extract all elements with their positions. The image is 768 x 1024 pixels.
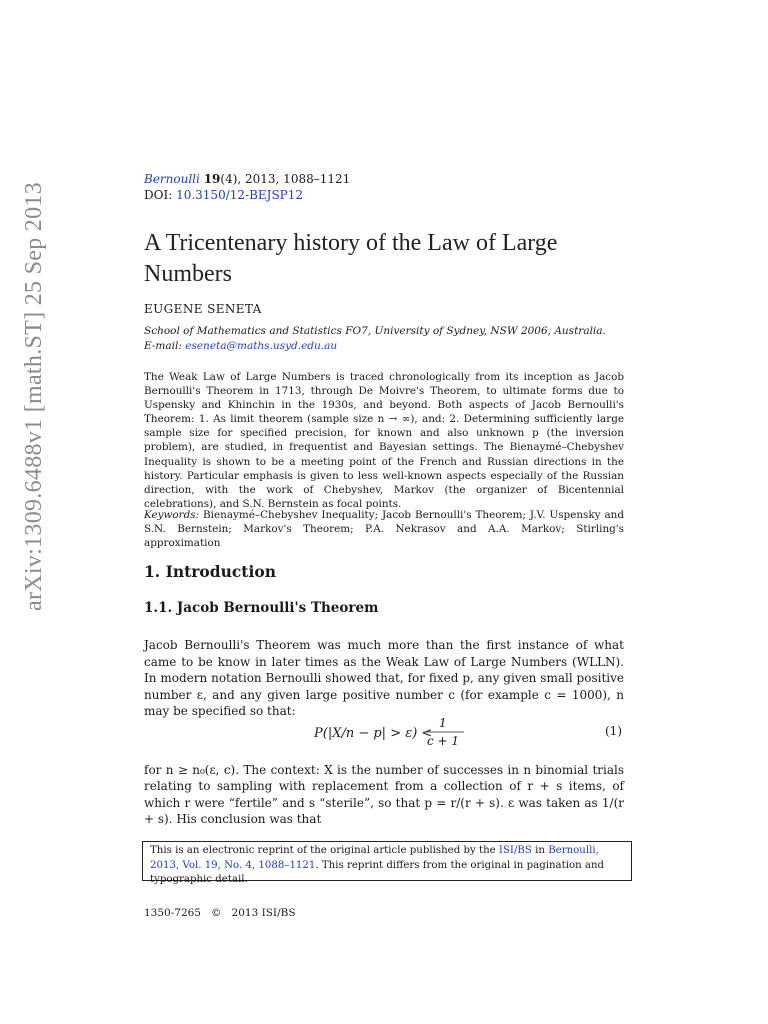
keywords-label: Keywords:: [144, 509, 200, 521]
paper-title: A Tricentenary history of the Law of Large Numbers: [144, 230, 558, 287]
doi-link[interactable]: 10.3150/12-BEJSP12: [176, 188, 304, 202]
email-link[interactable]: eseneta@maths.usyd.edu.au: [185, 340, 338, 352]
note-text-3: . This reprint differs from the original in pagination and typographic detail.: [150, 859, 605, 885]
body-paragraph-2: for n ≥ n₀(ε, c). The context: X is the number of successes in n binomial trials relating to sampling with replacement from a collection of r + s items, of which r were “fertile” and s “sterile”, so that p = r/(r + s). ε was taken as 1/(r + s). His conclusion was that: [144, 763, 624, 826]
affiliation-block: [144, 324, 624, 354]
equation-rhs-denominator: c + 1: [427, 734, 460, 748]
journal-ref-link[interactable]: Bernoulli, 2013, Vol. 19, No. 4, 1088–1121: [150, 845, 599, 871]
subsection-heading-bernoulli: 1.1. Jacob Bernoulli's Theorem: [144, 600, 379, 616]
arxiv-stamp[interactable]: arXiv:1309.6488v1 [math.ST] 25 Sep 2013: [21, 182, 47, 611]
copyright-text: 2013 ISI/BS: [231, 907, 296, 919]
section-heading-introduction: 1. Introduction: [144, 562, 276, 581]
email-label: E-mail:: [144, 340, 182, 352]
issn: 1350-7265: [144, 907, 201, 919]
publisher-link[interactable]: ISI/BS: [498, 845, 532, 856]
journal-header: [144, 171, 350, 203]
abstract: The Weak Law of Large Numbers is traced chronologically from its inception as Jacob Bernoulli's Theorem in 1713, through De Moivre's Theorem, to ultimate forms due to Uspensky and Khinchin in the 1930s, and beyond. Both aspects of Jacob Bernoulli's Theorem: 1. As limit theorem (sample size n → ∞), and: 2. Determining sufficiently large sample size for specified precision, for known and also unknown p (the inversion problem), are studied, in frequentist and Bayesian settings. The Bienaymé–Chebyshev Inequality is shown to be a meeting point of the French and Russian directions in the history. Particular emphasis is given to less well-known aspects especially of the Russian direction, with the work of Chebyshev, Markov (the organizer of Bicentennial celebrations), and S.N. Bernstein as focal points.: [144, 371, 624, 510]
body-paragraph-1: Jacob Bernoulli's Theorem was much more than the first instance of what came to be know in later times as the Weak Law of Large Numbers (WLLN). In modern notation Bernoulli showed that, for fixed p, any given small positive number ε, and any given large positive number c (for example c = 1000), n may be specified so that:: [144, 638, 624, 718]
doi-label: DOI:: [144, 188, 173, 202]
journal-issue-pages: (4), 2013, 1088–1121: [220, 172, 351, 186]
journal-name[interactable]: Bernoulli: [144, 172, 200, 186]
equation-number: (1): [605, 724, 622, 738]
note-text-2: in: [535, 845, 545, 856]
keywords-text: Bienaymé–Chebyshev Inequality; Jacob Bernoulli's Theorem; J.V. Uspensky and S.N. Bernstein; Markov's Theorem; P.A. Nekrasov and A.A. Markov; Stirling's approximation: [144, 509, 624, 550]
journal-volume: 19: [203, 172, 221, 186]
equation-lhs: P(|X/n − p| > ε) <: [314, 726, 433, 741]
equation-math: [314, 712, 484, 752]
keywords-block: [144, 508, 624, 550]
copyright-icon: ©: [211, 907, 222, 919]
note-text-1: This is an electronic reprint of the original article published by the: [150, 845, 496, 856]
affiliation: School of Mathematics and Statistics FO7, University of Sydney, NSW 2006, Australia.: [144, 325, 606, 337]
equation-rhs-numerator: 1: [439, 716, 447, 730]
author-name: EUGENE SENETA: [144, 302, 262, 316]
copyright-line: [144, 907, 296, 919]
reprint-note-box: [142, 841, 632, 885]
equation-1: [144, 712, 624, 752]
